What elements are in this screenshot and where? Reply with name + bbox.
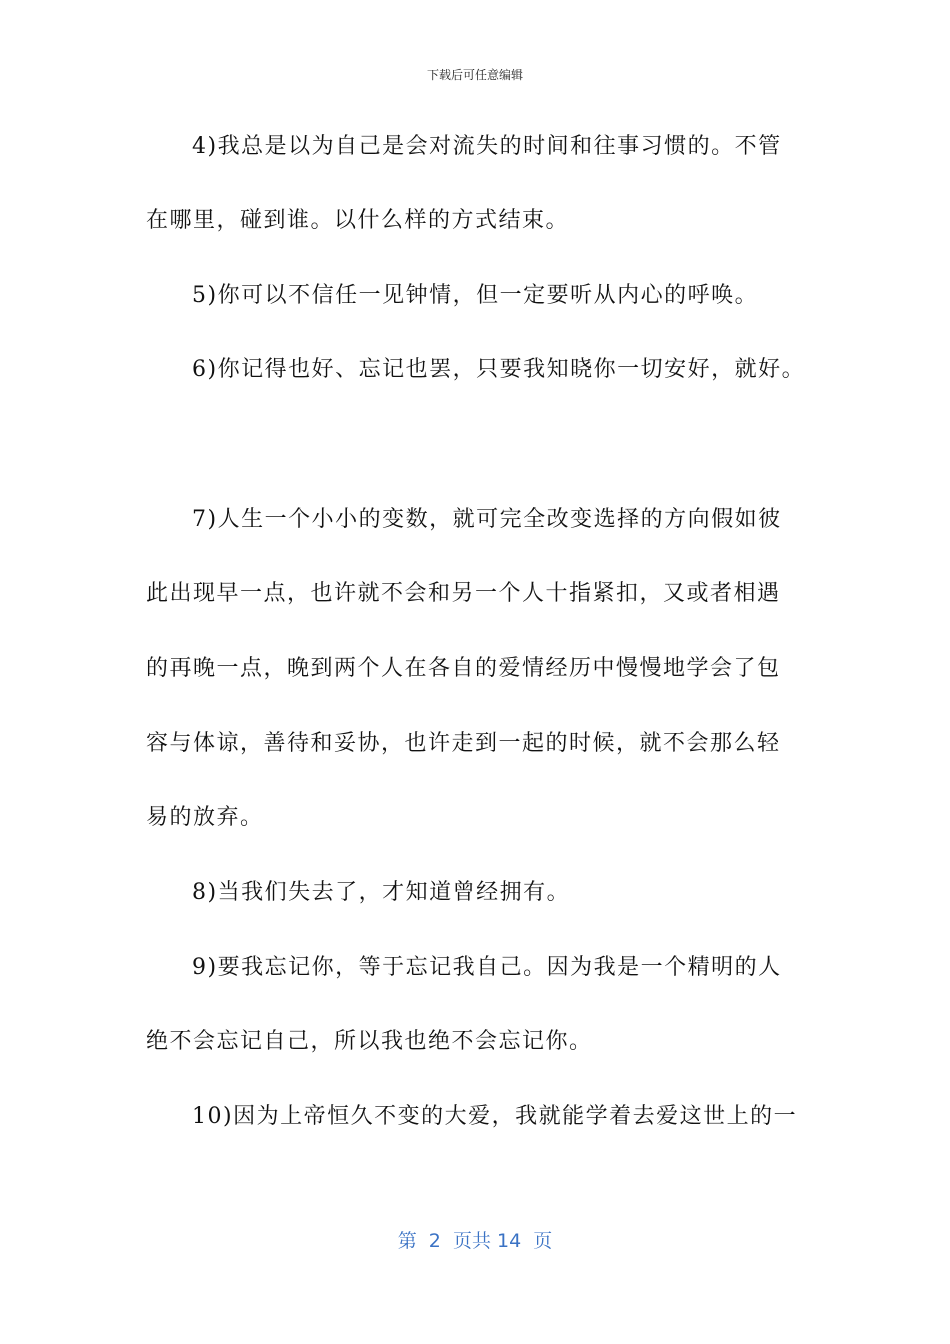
paragraph-line: 绝不会忘记自己，所以我也绝不会忘记你。 [146, 1029, 593, 1054]
paragraph-line: 此出现早一点，也许就不会和另一个人十指紧扣，又或者相遇 [146, 581, 781, 606]
paragraph-line: 4)我总是以为自己是会对流失的时间和往事习惯的。不管 [192, 134, 782, 159]
paragraph-line: 7)人生一个小小的变数，就可完全改变选择的方向假如彼 [192, 507, 782, 532]
page-number-footer: 第 2 页共 14 页 [397, 1230, 553, 1252]
page-header: 下载后可任意编辑 [426, 68, 523, 82]
paragraph-line: 易的放弃。 [146, 805, 264, 830]
paragraph-line: 9)要我忘记你，等于忘记我自己。因为我是一个精明的人 [192, 955, 782, 980]
paragraph-line: 10)因为上帝恒久不变的大爱，我就能学着去爱这世上的一 [192, 1104, 798, 1129]
paragraph-line: 容与体谅，善待和妥协，也许走到一起的时候，就不会那么轻 [146, 731, 781, 756]
paragraph-line: 的再晚一点，晚到两个人在各自的爱情经历中慢慢地学会了包 [146, 656, 781, 681]
paragraph-line: 5)你可以不信任一见钟情，但一定要听从内心的呼唤。 [192, 283, 759, 308]
paragraph-line: 6)你记得也好、忘记也罢，只要我知晓你一切安好，就好。 [192, 357, 806, 382]
paragraph-line: 在哪里，碰到谁。以什么样的方式结束。 [146, 208, 570, 233]
paragraph-line: 8)当我们失去了，才知道曾经拥有。 [192, 880, 571, 905]
